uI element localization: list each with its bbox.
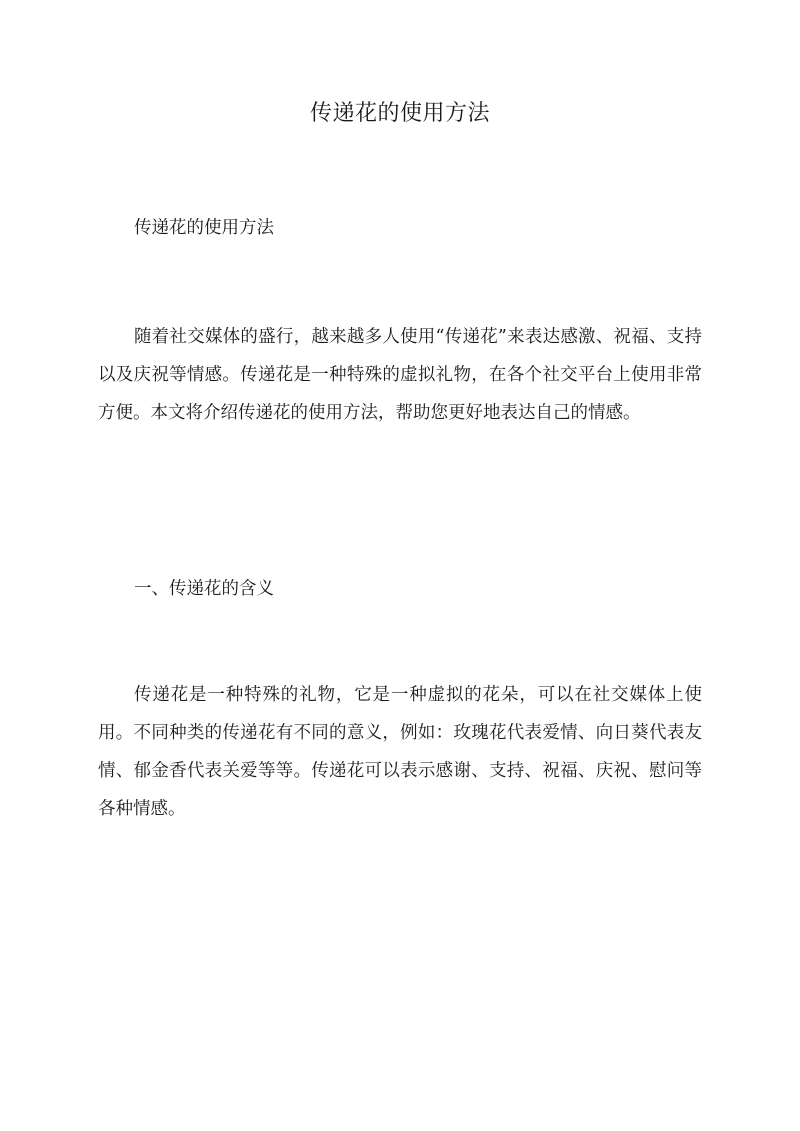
document-title: 传递花的使用方法 <box>309 101 490 126</box>
intro-paragraph: 随着社交媒体的盛行，越来越多人使用“传递花”来表达感激、祝福、支持以及庆祝等情感。传递花是一种特殊的虚拟礼物，在各个社交平台上使用非常方便。本文将介绍传递花的使用方法，帮助您更好地表达自己的情感。 <box>98 327 702 423</box>
section-heading: 一、传递花的含义 <box>134 579 274 599</box>
section-paragraph: 传递花是一种特殊的礼物，它是一种虚拟的花朵，可以在社交媒体上使用。不同种类的传递花有不同的意义，例如：玫瑰花代表爱情、向日葵代表友情、郁金香代表关爱等等。传递花可以表示感谢、支持、祝福、庆祝、慰问等各种情感。 <box>98 685 702 819</box>
document-subtitle: 传递花的使用方法 <box>134 218 274 238</box>
